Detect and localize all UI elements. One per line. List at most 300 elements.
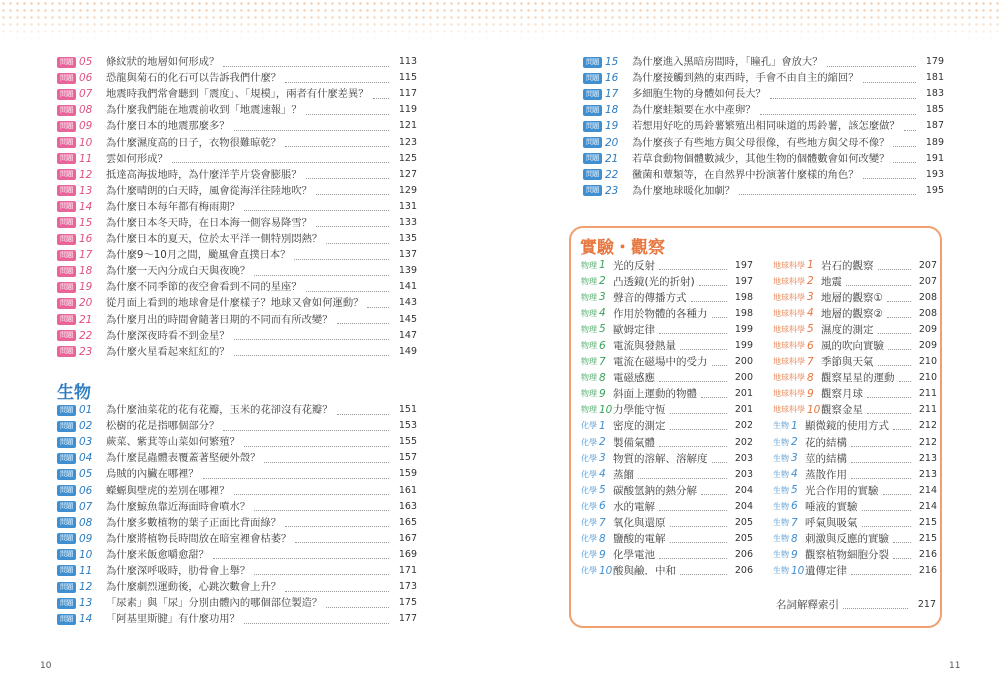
- page-number: 205: [734, 533, 753, 545]
- question-title: 為什麼深夜時看不到金星？: [106, 329, 230, 342]
- question-number: 01: [79, 404, 93, 417]
- question-number: 23: [79, 345, 93, 358]
- experiment-number: 4: [791, 468, 798, 481]
- experiment-number: 2: [807, 275, 814, 288]
- question-number: 03: [79, 436, 93, 449]
- question-tag: 問題: [57, 598, 76, 609]
- experiment-entry[interactable]: [773, 337, 937, 353]
- dot-leader: [863, 74, 916, 83]
- experiment-entry[interactable]: [581, 515, 753, 531]
- question-tag: 問題: [583, 185, 602, 196]
- toc-entry[interactable]: [57, 54, 417, 70]
- experiment-title: 觀察植物細胞分裂: [805, 549, 889, 562]
- dot-leader: [638, 470, 727, 479]
- page-number: 213: [918, 468, 937, 480]
- experiment-title: 製備氣體: [613, 436, 655, 449]
- experiment-entry[interactable]: [581, 273, 753, 289]
- page-number: 207: [918, 259, 937, 271]
- toc-entry[interactable]: [57, 134, 417, 150]
- subject-label: 物理: [581, 260, 597, 270]
- experiment-entry[interactable]: [581, 402, 753, 418]
- dot-leader: [680, 341, 727, 350]
- subject-label: 生物: [773, 421, 789, 431]
- subject-label: 地球科學: [773, 324, 805, 334]
- page-number: 179: [925, 56, 944, 68]
- question-tag: 問題: [583, 121, 602, 132]
- toc-entry[interactable]: [583, 183, 944, 199]
- subject-label: 物理: [581, 276, 597, 286]
- toc-entry[interactable]: [57, 434, 417, 450]
- experiment-number: 6: [807, 339, 814, 352]
- subject-label: 物理: [581, 357, 597, 367]
- experiment-entry[interactable]: [581, 337, 753, 353]
- experiment-number: 4: [807, 307, 814, 320]
- toc-entry[interactable]: [583, 54, 944, 70]
- toc-entry[interactable]: [57, 247, 417, 263]
- experiment-entry[interactable]: [773, 418, 937, 434]
- experiment-title: 酸與鹼．中和: [613, 565, 676, 578]
- page-number: 215: [918, 517, 937, 529]
- question-number: 14: [79, 613, 93, 626]
- question-number: 15: [79, 216, 93, 229]
- dot-leader: [213, 550, 389, 559]
- experiment-number: 6: [599, 339, 606, 352]
- experiment-title: 斜面上運動的物體: [613, 388, 697, 401]
- toc-entry[interactable]: [57, 499, 417, 515]
- page-number: 191: [925, 152, 944, 164]
- experiment-entry[interactable]: [581, 305, 753, 321]
- page-number: 201: [734, 388, 753, 400]
- index-entry[interactable]: [776, 597, 936, 612]
- question-title: 「尿素」與「尿」分別由體內的哪個部位製造？: [106, 597, 323, 610]
- toc-entry[interactable]: [57, 102, 417, 118]
- experiment-entry[interactable]: [773, 434, 937, 450]
- toc-entry[interactable]: [57, 595, 417, 611]
- toc-entry[interactable]: [57, 231, 417, 247]
- toc-entry[interactable]: [57, 199, 417, 215]
- experiment-entry[interactable]: [581, 321, 753, 337]
- question-number: 07: [79, 88, 93, 101]
- experiment-title: 化學電池: [613, 549, 655, 562]
- dot-leader: [234, 122, 389, 131]
- experiment-entry[interactable]: [773, 386, 937, 402]
- question-number: 16: [79, 233, 93, 246]
- dot-leader: [846, 277, 911, 286]
- toc-entry[interactable]: [57, 515, 417, 531]
- experiment-title: 氧化與還原: [613, 517, 666, 530]
- subject-label: 地球科學: [773, 260, 805, 270]
- toc-entry[interactable]: [57, 312, 417, 328]
- experiment-number: 8: [599, 371, 606, 384]
- page-number: 185: [925, 104, 944, 116]
- experiment-title: 地層的觀察①: [821, 291, 883, 304]
- subject-label: 物理: [581, 389, 597, 399]
- page-number: 165: [398, 516, 417, 528]
- toc-entry[interactable]: [57, 295, 417, 311]
- toc-entry[interactable]: [57, 482, 417, 498]
- subject-label: 生物: [773, 518, 789, 528]
- question-title: 為什麼晴朗的白天時，風會從海洋往陸地吹？: [106, 184, 312, 197]
- question-tag: 問題: [57, 582, 76, 593]
- experiment-entry[interactable]: [773, 402, 937, 418]
- subject-label: 生物: [773, 485, 789, 495]
- page-number: 121: [398, 120, 417, 132]
- toc-entry[interactable]: [57, 328, 417, 344]
- question-number: 15: [605, 56, 619, 69]
- dot-leader: [712, 454, 728, 463]
- experiment-title: 作用於物體的各種力: [613, 307, 708, 320]
- page-number: 153: [398, 420, 417, 432]
- question-title: 若想用好吃的馬鈴薯繁殖出相同味道的馬鈴薯，該怎麼做？: [632, 120, 900, 133]
- experiment-entry[interactable]: [581, 370, 753, 386]
- experiment-entry[interactable]: [581, 498, 753, 514]
- page-number: 159: [398, 468, 417, 480]
- dot-leader: [843, 600, 908, 609]
- question-number: 17: [79, 249, 93, 262]
- toc-entry[interactable]: [57, 86, 417, 102]
- question-tag: 問題: [57, 421, 76, 432]
- subject-label: 生物: [773, 566, 789, 576]
- dot-leader: [285, 74, 389, 83]
- dot-leader: [234, 347, 389, 356]
- experiment-title: 鹽酸的電解: [613, 533, 666, 546]
- page-number-right: 11: [949, 661, 961, 671]
- experiment-entry[interactable]: [773, 466, 937, 482]
- dot-leader: [316, 186, 389, 195]
- page-number: 119: [398, 104, 417, 116]
- question-title: 為什麼鯨魚靠近海面時會噴水？: [106, 500, 251, 513]
- question-title: 為什麼深呼吸時，肋骨會上舉？: [106, 564, 251, 577]
- dot-leader: [670, 518, 728, 527]
- section-title-biology: 生物: [57, 383, 91, 403]
- experiment-entry[interactable]: [581, 434, 753, 450]
- question-tag: 問題: [57, 405, 76, 416]
- dot-leader: [904, 122, 916, 131]
- dot-leader: [326, 599, 389, 608]
- toc-entry[interactable]: [57, 263, 417, 279]
- dot-leader: [883, 486, 912, 495]
- dot-leader: [862, 502, 912, 511]
- dot-leader: [893, 534, 911, 543]
- experiment-entry[interactable]: [581, 289, 753, 305]
- question-title: 為什麼日本每年都有梅雨期？: [106, 200, 240, 213]
- dot-leader: [254, 566, 389, 575]
- question-title: 為什麼蛙類要在水中產卵？: [632, 104, 756, 117]
- question-title: 蠑螈與壁虎的差別在哪裡？: [106, 484, 230, 497]
- experiment-entry[interactable]: [773, 482, 937, 498]
- dot-leader: [851, 566, 911, 575]
- experiment-entry[interactable]: [773, 321, 937, 337]
- page-number: 139: [398, 265, 417, 277]
- question-number: 13: [79, 184, 93, 197]
- subject-label: 化學: [581, 485, 597, 495]
- question-tag: 問題: [57, 453, 76, 464]
- question-number: 02: [79, 420, 93, 433]
- experiment-entry[interactable]: [581, 257, 753, 273]
- toc-entry[interactable]: [583, 102, 944, 118]
- question-number: 12: [79, 581, 93, 594]
- page-number: 198: [734, 291, 753, 303]
- experiment-title: 電流與發熱量: [613, 340, 676, 353]
- page-number: 195: [925, 184, 944, 196]
- experiment-number: 3: [791, 452, 798, 465]
- dot-leader: [659, 373, 727, 382]
- dot-leader: [670, 405, 728, 414]
- experiment-number: 10: [807, 403, 821, 416]
- experiment-number: 9: [599, 387, 606, 400]
- toc-entry[interactable]: [57, 183, 417, 199]
- toc-entry[interactable]: [57, 215, 417, 231]
- subject-label: 化學: [581, 566, 597, 576]
- page-number: 115: [398, 72, 417, 84]
- dot-leader: [760, 106, 916, 115]
- toc-entry[interactable]: [57, 118, 417, 134]
- question-number: 04: [79, 452, 93, 465]
- experiment-number: 1: [599, 259, 606, 272]
- question-title: 為什麼將植物長時間放在暗室裡會枯萎？: [106, 532, 292, 545]
- experiment-number: 7: [599, 355, 606, 368]
- experiment-title: 遺傳定律: [805, 565, 847, 578]
- page-number: 208: [918, 291, 937, 303]
- dot-leader: [887, 293, 911, 302]
- dot-leader: [172, 154, 389, 163]
- experiment-title: 光的反射: [613, 259, 655, 272]
- question-tag: 問題: [57, 137, 76, 148]
- dot-leader: [337, 315, 389, 324]
- question-title: 若草食動物個體數減少，其他生物的個體數會如何改變？: [632, 152, 890, 165]
- toc-entry[interactable]: [57, 344, 417, 360]
- toc-entry[interactable]: [57, 151, 417, 167]
- toc-biology-list: [57, 402, 417, 627]
- question-number: 07: [79, 500, 93, 513]
- experiment-title: 岩石的觀察: [821, 259, 874, 272]
- question-tag: 問題: [57, 201, 76, 212]
- toc-entry[interactable]: [57, 531, 417, 547]
- page-number: 181: [925, 72, 944, 84]
- toc-entry[interactable]: [57, 450, 417, 466]
- question-tag: 問題: [57, 234, 76, 245]
- experiment-number: 7: [791, 516, 798, 529]
- toc-entry[interactable]: [57, 167, 417, 183]
- question-number: 12: [79, 168, 93, 181]
- experiment-entry[interactable]: [581, 547, 753, 563]
- page-number: 145: [398, 313, 417, 325]
- question-number: 09: [79, 120, 93, 133]
- page-number: 214: [918, 484, 937, 496]
- experiments-heading: 實驗・觀察: [580, 238, 665, 258]
- dot-leader: [659, 438, 727, 447]
- experiment-entry[interactable]: [581, 482, 753, 498]
- page-number: 206: [734, 549, 753, 561]
- question-title: 為什麼月出的時間會隨著日期的不同而有所改變？: [106, 313, 333, 326]
- experiment-title: 觀察星星的運動: [821, 372, 895, 385]
- question-tag: 問題: [57, 153, 76, 164]
- experiment-number: 1: [599, 419, 606, 432]
- toc-entry[interactable]: [583, 167, 944, 183]
- question-title: 條紋狀的地層如何形成？: [106, 56, 220, 69]
- question-title: 為什麼火星看起來紅紅的？: [106, 345, 230, 358]
- subject-label: 地球科學: [773, 357, 805, 367]
- page-number: 200: [734, 356, 753, 368]
- experiment-number: 10: [599, 564, 613, 577]
- experiment-entry[interactable]: [773, 450, 937, 466]
- experiment-title: 莖的結構: [805, 452, 847, 465]
- experiment-entry[interactable]: [773, 305, 937, 321]
- page-number: 215: [918, 533, 937, 545]
- subject-label: 生物: [773, 437, 789, 447]
- question-title: 恐龍與菊石的化石可以告訴我們什麼？: [106, 72, 282, 85]
- toc-entry[interactable]: [57, 418, 417, 434]
- question-number: 20: [79, 297, 93, 310]
- experiment-number: 5: [791, 484, 798, 497]
- toc-entry[interactable]: [57, 563, 417, 579]
- question-tag: 問題: [57, 485, 76, 496]
- experiment-entry[interactable]: [581, 531, 753, 547]
- question-number: 14: [79, 200, 93, 213]
- experiment-title: 觀察金星: [821, 404, 863, 417]
- page-number: 187: [925, 120, 944, 132]
- dot-leader: [659, 502, 727, 511]
- subject-label: 化學: [581, 469, 597, 479]
- experiment-title: 聲音的傳播方式: [613, 291, 687, 304]
- page-number: 216: [918, 565, 937, 577]
- experiment-title: 電流在磁場中的受力: [613, 356, 708, 369]
- experiment-title: 凸透鏡(光的折射): [613, 275, 695, 288]
- experiment-title: 光合作用的實驗: [805, 484, 879, 497]
- experiment-number: 4: [599, 307, 606, 320]
- toc-entry[interactable]: [583, 86, 944, 102]
- page-number: 212: [918, 420, 937, 432]
- experiment-number: 9: [791, 548, 798, 561]
- subject-label: 化學: [581, 534, 597, 544]
- dot-leader: [770, 90, 916, 99]
- question-tag: 問題: [57, 282, 76, 293]
- page-number: 210: [918, 356, 937, 368]
- dot-leader: [887, 309, 911, 318]
- experiment-entry[interactable]: [773, 370, 937, 386]
- index-title: 名詞解釋索引: [776, 599, 839, 611]
- question-number: 08: [79, 516, 93, 529]
- experiment-entry[interactable]: [773, 563, 937, 579]
- subject-label: 物理: [581, 308, 597, 318]
- toc-earth-continued: [57, 54, 417, 360]
- toc-entry[interactable]: [583, 70, 944, 86]
- toc-entry[interactable]: [57, 466, 417, 482]
- experiment-title: 濕度的測定: [821, 323, 874, 336]
- page-number: 151: [398, 404, 417, 416]
- toc-entry[interactable]: [57, 547, 417, 563]
- toc-entry[interactable]: [583, 151, 944, 167]
- dot-leader: [699, 277, 727, 286]
- experiment-entry[interactable]: [581, 563, 753, 579]
- subject-label: 化學: [581, 550, 597, 560]
- experiment-number: 5: [599, 323, 606, 336]
- experiment-number: 5: [599, 484, 606, 497]
- question-title: 為什麼不同季節的夜空會看到不同的星座？: [106, 281, 302, 294]
- toc-entry[interactable]: [57, 579, 417, 595]
- dot-leader: [254, 267, 389, 276]
- dot-leader: [223, 58, 389, 67]
- experiment-number: 8: [599, 532, 606, 545]
- subject-label: 化學: [581, 518, 597, 528]
- page-number: 189: [925, 136, 944, 148]
- experiment-entry[interactable]: [773, 354, 937, 370]
- page-number: 209: [918, 323, 937, 335]
- experiment-entry[interactable]: [773, 498, 937, 514]
- toc-entry[interactable]: [57, 70, 417, 86]
- dot-leader: [234, 331, 389, 340]
- toc-entry[interactable]: [583, 118, 944, 134]
- page-number: 208: [918, 307, 937, 319]
- toc-entry[interactable]: [57, 611, 417, 627]
- experiment-entry[interactable]: [581, 386, 753, 402]
- question-tag: 問題: [57, 549, 76, 560]
- experiment-number: 2: [599, 436, 606, 449]
- experiment-entry[interactable]: [773, 289, 937, 305]
- dot-leader: [659, 261, 727, 270]
- page-number: 203: [734, 452, 753, 464]
- dot-leader: [285, 518, 389, 527]
- experiment-number: 6: [791, 500, 798, 513]
- question-tag: 問題: [57, 533, 76, 544]
- dot-leader: [863, 170, 916, 179]
- question-number: 05: [79, 468, 93, 481]
- experiment-entry[interactable]: [581, 466, 753, 482]
- dot-leader: [306, 170, 389, 179]
- subject-label: 化學: [581, 453, 597, 463]
- dot-leader: [899, 373, 912, 382]
- subject-label: 地球科學: [773, 373, 805, 383]
- question-tag: 問題: [57, 73, 76, 84]
- experiment-entry[interactable]: [773, 531, 937, 547]
- experiment-entry[interactable]: [581, 450, 753, 466]
- page-number: 117: [398, 88, 417, 100]
- question-number: 22: [79, 329, 93, 342]
- experiment-title: 刺激與反應的實驗: [805, 533, 889, 546]
- subject-label: 地球科學: [773, 389, 805, 399]
- page-number: 149: [398, 345, 417, 357]
- question-number: 11: [79, 564, 93, 577]
- question-tag: 問題: [57, 89, 76, 100]
- dot-leader: [285, 583, 389, 592]
- experiment-entry[interactable]: [773, 547, 937, 563]
- experiment-entry[interactable]: [773, 273, 937, 289]
- toc-entry[interactable]: [57, 402, 417, 418]
- question-number: 23: [605, 184, 619, 197]
- experiment-number: 8: [791, 532, 798, 545]
- experiment-number: 3: [807, 291, 814, 304]
- experiment-entry[interactable]: [581, 418, 753, 434]
- subject-label: 生物: [773, 534, 789, 544]
- dot-leader: [888, 341, 911, 350]
- experiment-entry[interactable]: [773, 257, 937, 273]
- experiment-number: 10: [791, 564, 805, 577]
- experiment-entry[interactable]: [581, 354, 753, 370]
- experiment-number: 2: [599, 275, 606, 288]
- subject-label: 地球科學: [773, 308, 805, 318]
- dot-leader: [373, 90, 389, 99]
- toc-entry[interactable]: [583, 134, 944, 150]
- page-number: 202: [734, 436, 753, 448]
- experiment-title: 密度的測定: [613, 420, 666, 433]
- question-title: 烏賊的內臟在哪裡？: [106, 468, 199, 481]
- page-number: 200: [734, 372, 753, 384]
- experiment-title: 季節與天氣: [821, 356, 874, 369]
- experiment-entry[interactable]: [773, 515, 937, 531]
- toc-entry[interactable]: [57, 279, 417, 295]
- experiment-number: 2: [791, 436, 798, 449]
- dot-leader: [285, 138, 389, 147]
